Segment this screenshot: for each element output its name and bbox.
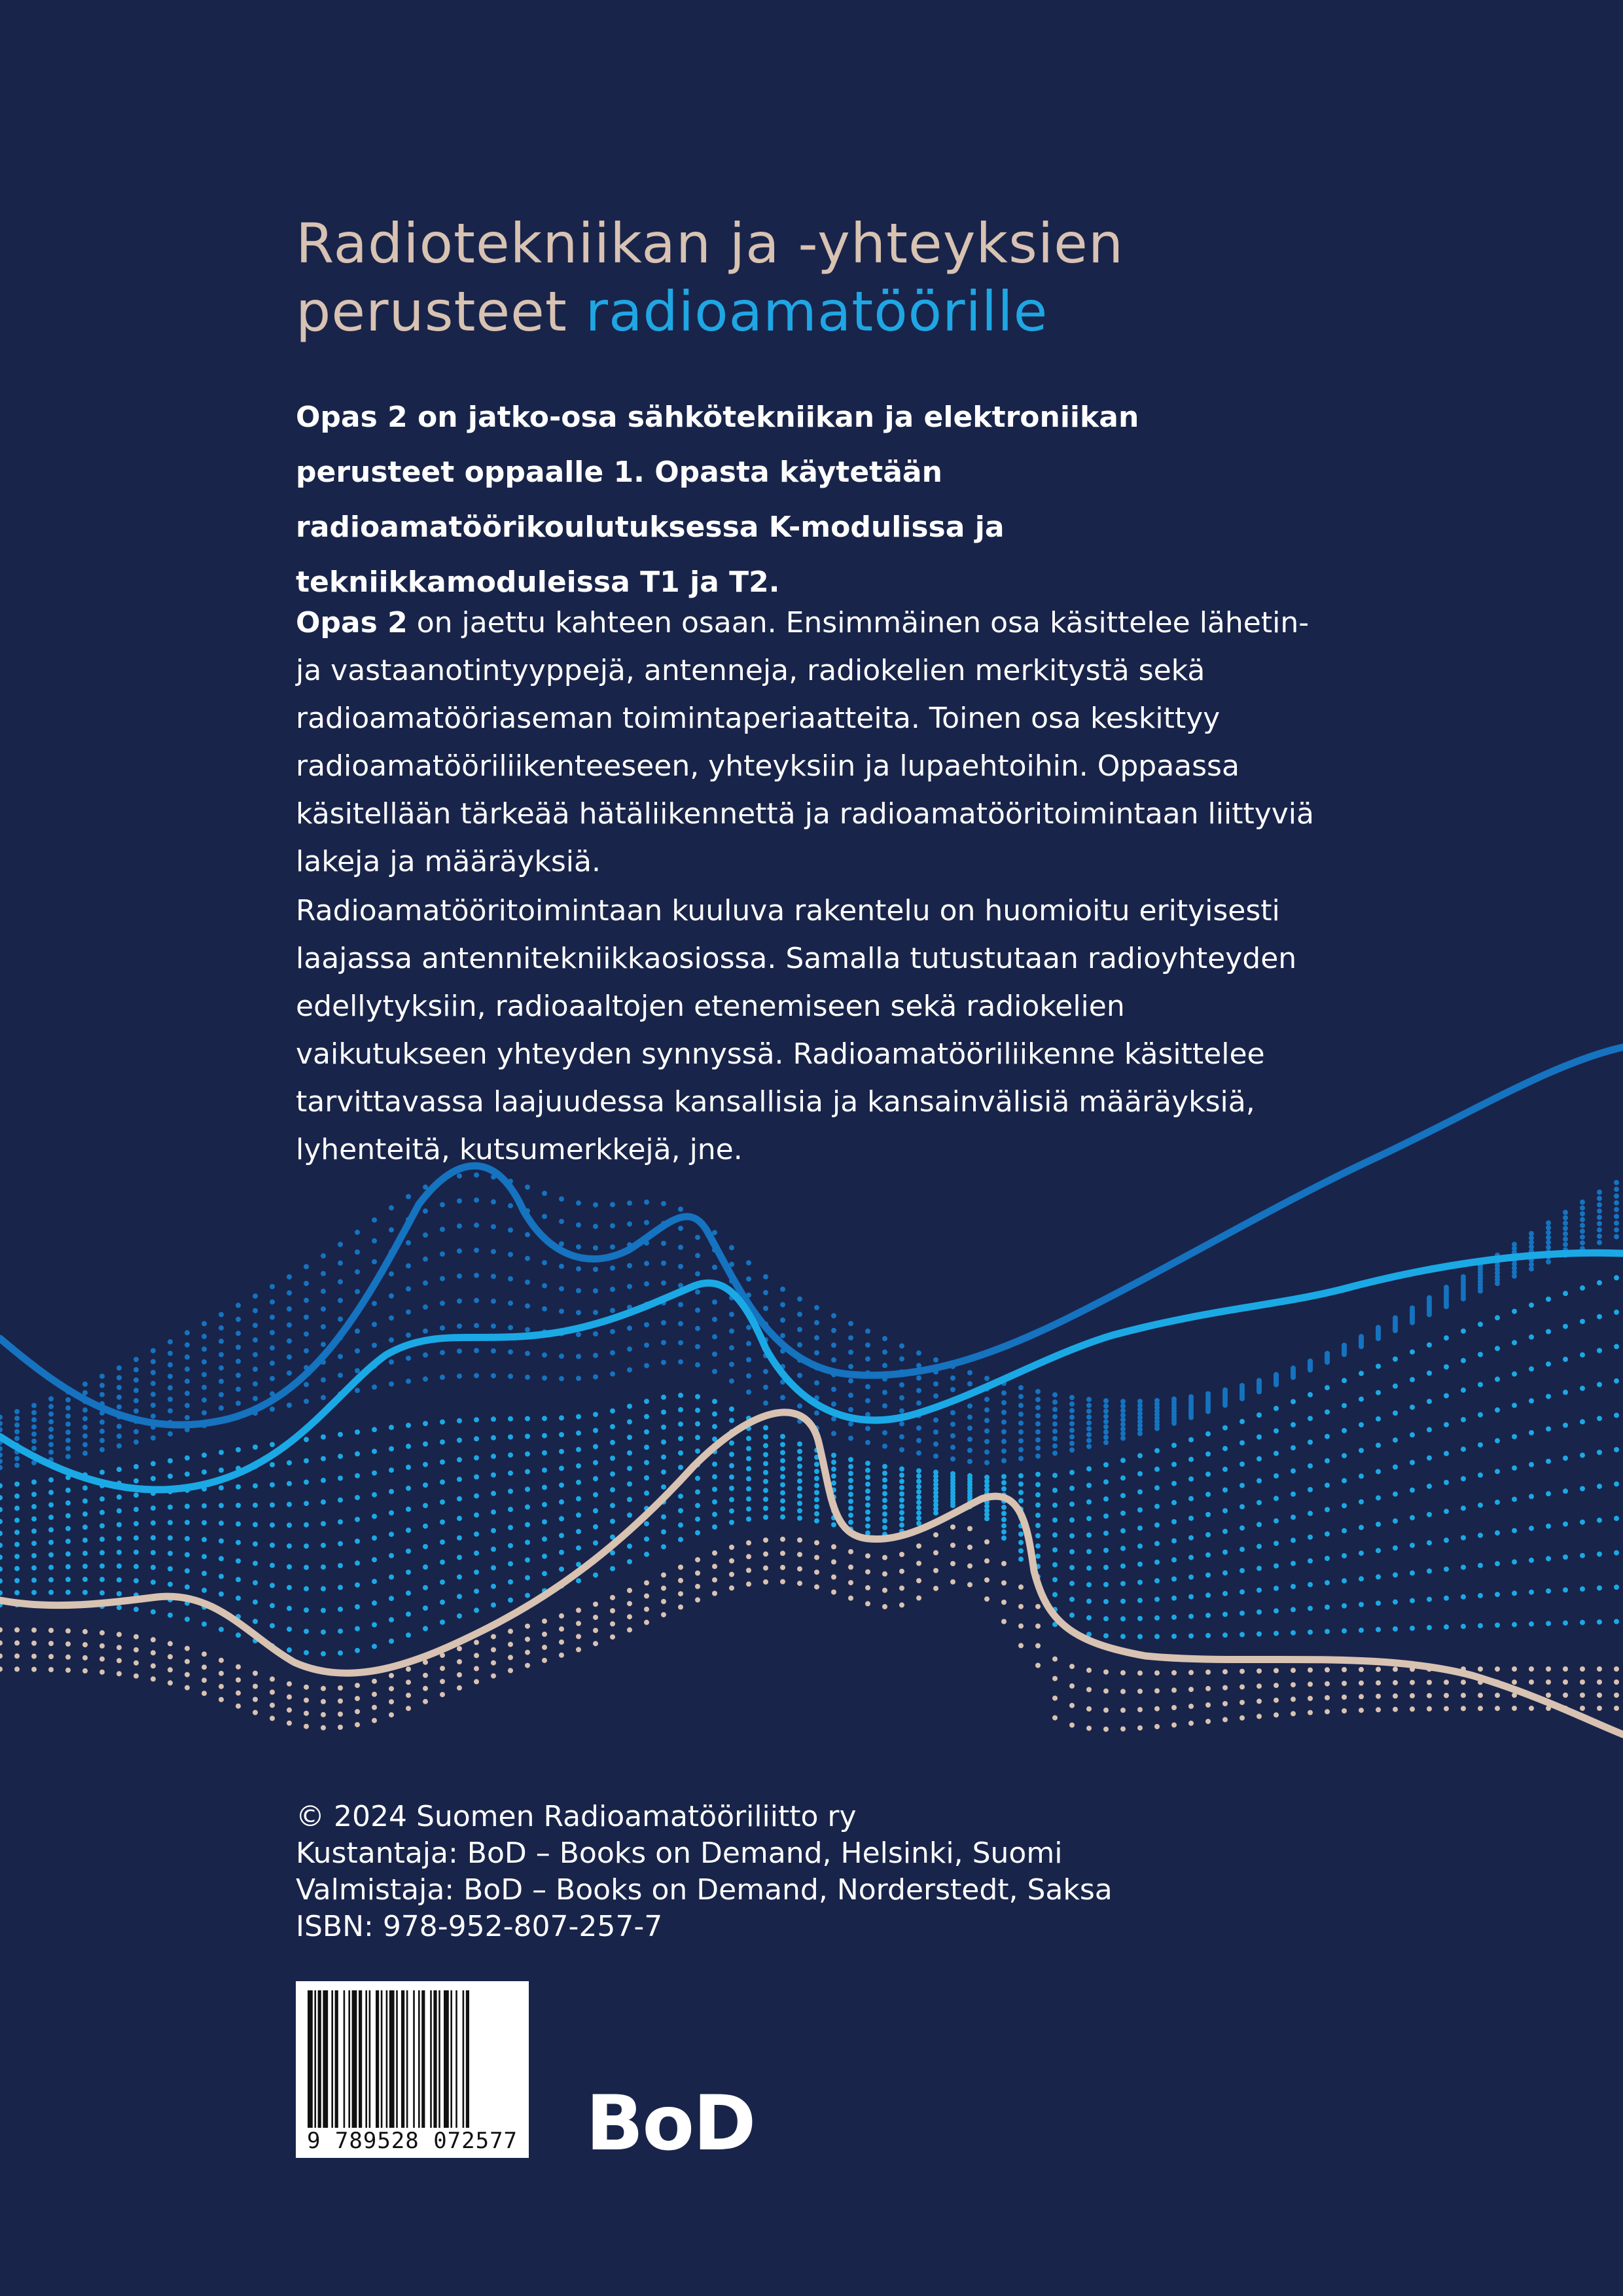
wave-dots bbox=[0, 1172, 1619, 1732]
paragraph-2-bold: Opas 2 bbox=[296, 606, 408, 639]
book-title bbox=[296, 209, 1474, 346]
imprint bbox=[296, 1799, 1343, 1945]
title-line-1: Radiotekniikan ja -yhteyksien bbox=[296, 211, 1124, 276]
description-paragraph-2 bbox=[296, 599, 1317, 886]
title-line-2-accent: radioamatöörille bbox=[585, 279, 1048, 344]
bod-logo: BoD bbox=[586, 2079, 755, 2168]
manufacturer-line: Valmistaja: BoD – Books on Demand, Norderstedt, Saksa bbox=[296, 1873, 1113, 1907]
lead-paragraph: Opas 2 on jatko-osa sähkötekniikan ja elektroniikan perusteet oppaalle 1. Opasta käytetään radioamatöörikoulutuksessa K-modulissa ja tekniikkamoduleissa T1 ja T2. bbox=[296, 401, 1139, 599]
paragraph-2-text: on jaettu kahteen osaan. Ensimmäinen osa käsittelee lähetin- ja vastaanotintyyppejä, antenneja, radiokelien merkitystä sekä radioamatööriaseman toimintaperiaatteita. Toinen osa keskittyy radioamatööriliikenteeseen, yhteyksiin ja lupaehtoihin. Oppaassa käsitellään tärkeää hätäliikennettä ja radioamatööritoimintaan liittyviä lakeja ja määräyksiä. bbox=[296, 606, 1314, 878]
isbn-barcode bbox=[296, 1981, 529, 2158]
barcode-digits: 9 789528 072577 bbox=[306, 2128, 518, 2154]
radio-wave-illustration bbox=[0, 1021, 1623, 1780]
wave-line-beige bbox=[0, 1412, 1623, 1734]
isbn-line: ISBN: 978-952-807-257-7 bbox=[296, 1910, 663, 1943]
description-paragraph-3: Radioamatööritoimintaan kuuluva rakentelu on huomioitu erityisesti laajassa antennitekniikkaosiossa. Samalla tutustutaan radioyhteyden edellytyksiin, radioaaltojen etenemiseen sekä radiokelien vaikutukseen yhteyden synnyssä. Radioamatööriliikenne käsittelee tarvittavassa laajuudessa kansallisia ja kansainvälisiä määräyksiä, lyhenteitä, kutsumerkkejä, jne. bbox=[296, 894, 1297, 1166]
title-line-2-start: perusteet bbox=[296, 279, 586, 344]
copyright-line: © 2024 Suomen Radioamatööriliitto ry bbox=[296, 1800, 857, 1833]
wave-line-light bbox=[0, 1253, 1623, 1490]
publisher-line: Kustantaja: BoD – Books on Demand, Helsinki, Suomi bbox=[296, 1837, 1063, 1870]
